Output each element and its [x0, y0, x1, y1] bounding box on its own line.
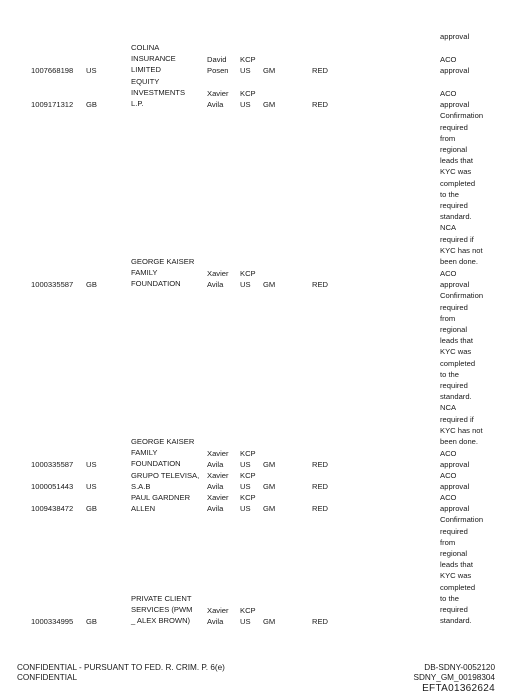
gm-code: GM — [263, 482, 276, 491]
risk-rating: RED — [312, 482, 329, 491]
kcp-region: KCP US — [240, 269, 256, 290]
note: ACO approval Confirmation required from regional leads that KYC was completed to the required standard. NCA required if KYC has not been done. — [440, 89, 484, 267]
relationship-manager: Xavier Avila — [207, 89, 229, 110]
gm-code: GM — [263, 280, 276, 289]
note-carryover: approval — [440, 32, 470, 41]
country: GB — [86, 504, 97, 513]
client-id: 1009438472 — [31, 504, 74, 513]
gm-code: GM — [263, 100, 276, 109]
risk-rating: RED — [312, 280, 329, 289]
kcp-region: KCP US — [240, 493, 256, 514]
relationship-manager: Xavier Avila — [207, 471, 229, 492]
relationship-manager: Xavier Avila — [207, 269, 229, 290]
gm-code: GM — [263, 504, 276, 513]
country: GB — [86, 617, 97, 626]
client-name: COLINA INSURANCE LIMITED — [131, 43, 176, 75]
bates-number-efta: EFTA01362624 — [422, 683, 495, 694]
bates-number-sdny: SDNY_GM_00198304 — [413, 673, 495, 682]
client-name: GEORGE KAISER FAMILY FOUNDATION — [131, 257, 195, 289]
relationship-manager: David Posen — [207, 55, 229, 76]
client-name: EQUITY INVESTMENTS L.P. — [131, 77, 186, 109]
client-name: PRIVATE CLIENT SERVICES (PWM _ ALEX BROWN) — [131, 594, 193, 626]
risk-rating: RED — [312, 617, 329, 626]
country: US — [86, 482, 97, 491]
note: ACO approval Confirmation required from regional leads that KYC was completed to the required standard. — [440, 493, 484, 626]
client-id: 1009171312 — [31, 100, 74, 109]
kcp-region: KCP US — [240, 55, 256, 76]
kcp-region: KCP US — [240, 606, 256, 627]
note: ACO approval — [440, 449, 470, 470]
gm-code: GM — [263, 460, 276, 469]
country: US — [86, 66, 97, 75]
note: ACO approval Confirmation required from regional leads that KYC was completed to the required standard. NCA required if KYC has not been done. — [440, 269, 484, 447]
kcp-region: KCP US — [240, 449, 256, 470]
bates-stamp — [414, 663, 495, 695]
country: US — [86, 460, 97, 469]
client-name: GRUPO TELEVISA, S.A.B — [131, 471, 200, 492]
client-id: 1007668198 — [31, 66, 74, 75]
client-name: GEORGE KAISER FAMILY FOUNDATION — [131, 437, 195, 469]
note: ACO approval — [440, 471, 470, 492]
gm-code: GM — [263, 66, 276, 75]
risk-rating: RED — [312, 66, 329, 75]
risk-rating: RED — [312, 460, 329, 469]
risk-rating: RED — [312, 100, 329, 109]
bates-number-db: DB-SDNY-0052120 — [424, 663, 495, 672]
client-id: 1000334995 — [31, 617, 74, 626]
confidentiality-notice: CONFIDENTIAL - PURSUANT TO FED. R. CRIM. P. 6(e) — [17, 663, 225, 672]
client-name: PAUL GARDNER ALLEN — [131, 493, 191, 514]
kcp-region: KCP US — [240, 471, 256, 492]
client-id: 1000051443 — [31, 482, 74, 491]
client-id: 1000335587 — [31, 280, 74, 289]
gm-code: GM — [263, 617, 276, 626]
relationship-manager: Xavier Avila — [207, 606, 229, 627]
risk-rating: RED — [312, 504, 329, 513]
kcp-region: KCP US — [240, 89, 256, 110]
note: ACO approval — [440, 55, 470, 76]
client-id: 1000335587 — [31, 460, 74, 469]
confidentiality-label: CONFIDENTIAL — [17, 673, 78, 682]
relationship-manager: Xavier Avila — [207, 493, 229, 514]
country: GB — [86, 280, 97, 289]
country: GB — [86, 100, 97, 109]
relationship-manager: Xavier Avila — [207, 449, 229, 470]
